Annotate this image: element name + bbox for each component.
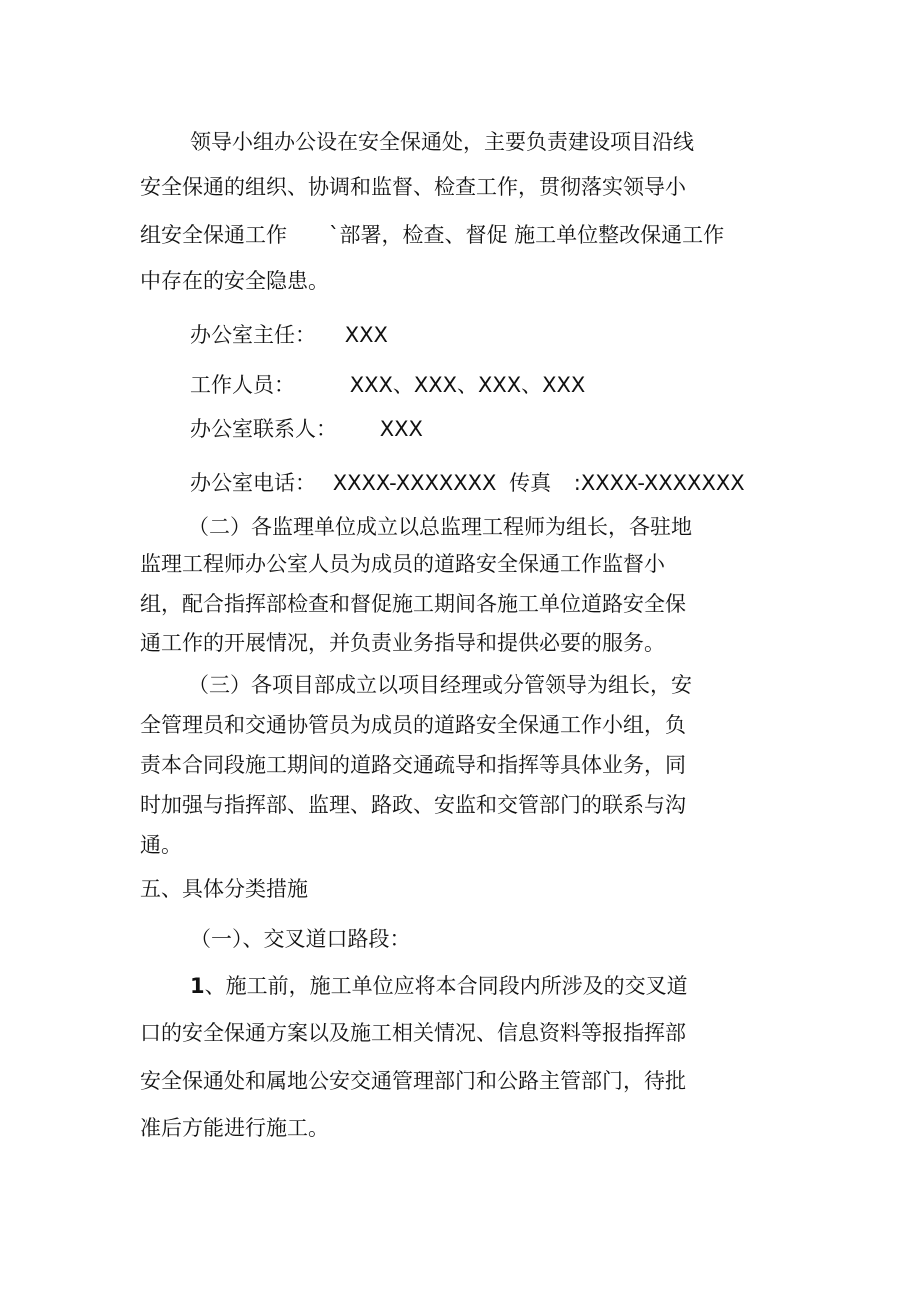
- para2-line-1: （二）各监理单位成立以总监理工程师为组长，各驻地: [188, 515, 692, 539]
- director-line: [190, 322, 388, 348]
- para4-line-3: 安全保通处和属地公安交通管理部门和公路主管部门，待批: [140, 1069, 686, 1093]
- para3-line-5: 通。: [140, 833, 182, 857]
- para1-line-3: 组安全保通工作 `部署，检查、督促 施工单位整改保通工作: [140, 223, 725, 247]
- phone-line: [190, 470, 745, 496]
- para3-line-2: 全管理员和交通协管员为成员的道路安全保通工作小组，负: [140, 713, 686, 737]
- liaison-value: XXX: [379, 417, 423, 441]
- staff-label: 工作人员：: [190, 373, 295, 397]
- para4-line-1: [190, 973, 688, 999]
- para4-line-2: 口的安全保通方案以及施工相关情况、信息资料等报指挥部: [140, 1021, 686, 1045]
- para1-line-2: 安全保通的组织、协调和监督、检查工作，贯彻落实领导小: [140, 175, 686, 199]
- para4-number: 1: [190, 974, 205, 998]
- fax-value: :XXXX-XXXXXXX: [573, 471, 745, 495]
- subsection-heading: （一）、交叉道口路段：: [190, 927, 411, 951]
- para4-line-4: 准后方能进行施工。: [140, 1116, 329, 1140]
- fax-label: 传真: [509, 471, 552, 495]
- para4-line-1-text: 、施工前，施工单位应将本合同段内所涉及的交叉道: [204, 974, 688, 998]
- director-value: XXX: [344, 323, 388, 347]
- para1-line-4: 中存在的安全隐患。: [140, 269, 329, 293]
- para3-line-3: 责本合同段施工期间的道路交通疏导和指挥等具体业务，同: [140, 753, 686, 777]
- para1-line-1: 领导小组办公设在安全保通处，主要负责建设项目沿线: [190, 130, 694, 154]
- staff-line: [190, 372, 585, 398]
- liaison-label: 办公室联系人：: [190, 417, 337, 441]
- para2-line-3: 组，配合指挥部检查和督促施工期间各施工单位道路安全保: [140, 592, 686, 616]
- para2-line-4: 通工作的开展情况，并负责业务指导和提供必要的服务。: [140, 631, 665, 655]
- para3-line-1: （三）各项目部成立以项目经理或分管领导为组长，安: [188, 673, 692, 697]
- phone-label: 办公室电话：: [190, 471, 316, 495]
- section-heading: 五、具体分类措施: [140, 877, 308, 901]
- para3-line-4: 时加强与指挥部、监理、路政、安监和交管部门的联系与沟: [140, 793, 686, 817]
- staff-value: XXX、XXX、XXX、XXX: [349, 373, 586, 397]
- director-label: 办公室主任：: [190, 323, 316, 347]
- liaison-line: [190, 416, 423, 442]
- phone-value: XXXX-XXXXXXX: [332, 471, 497, 495]
- para2-line-2: 监理工程师办公室人员为成员的道路安全保通工作监督小: [140, 552, 665, 576]
